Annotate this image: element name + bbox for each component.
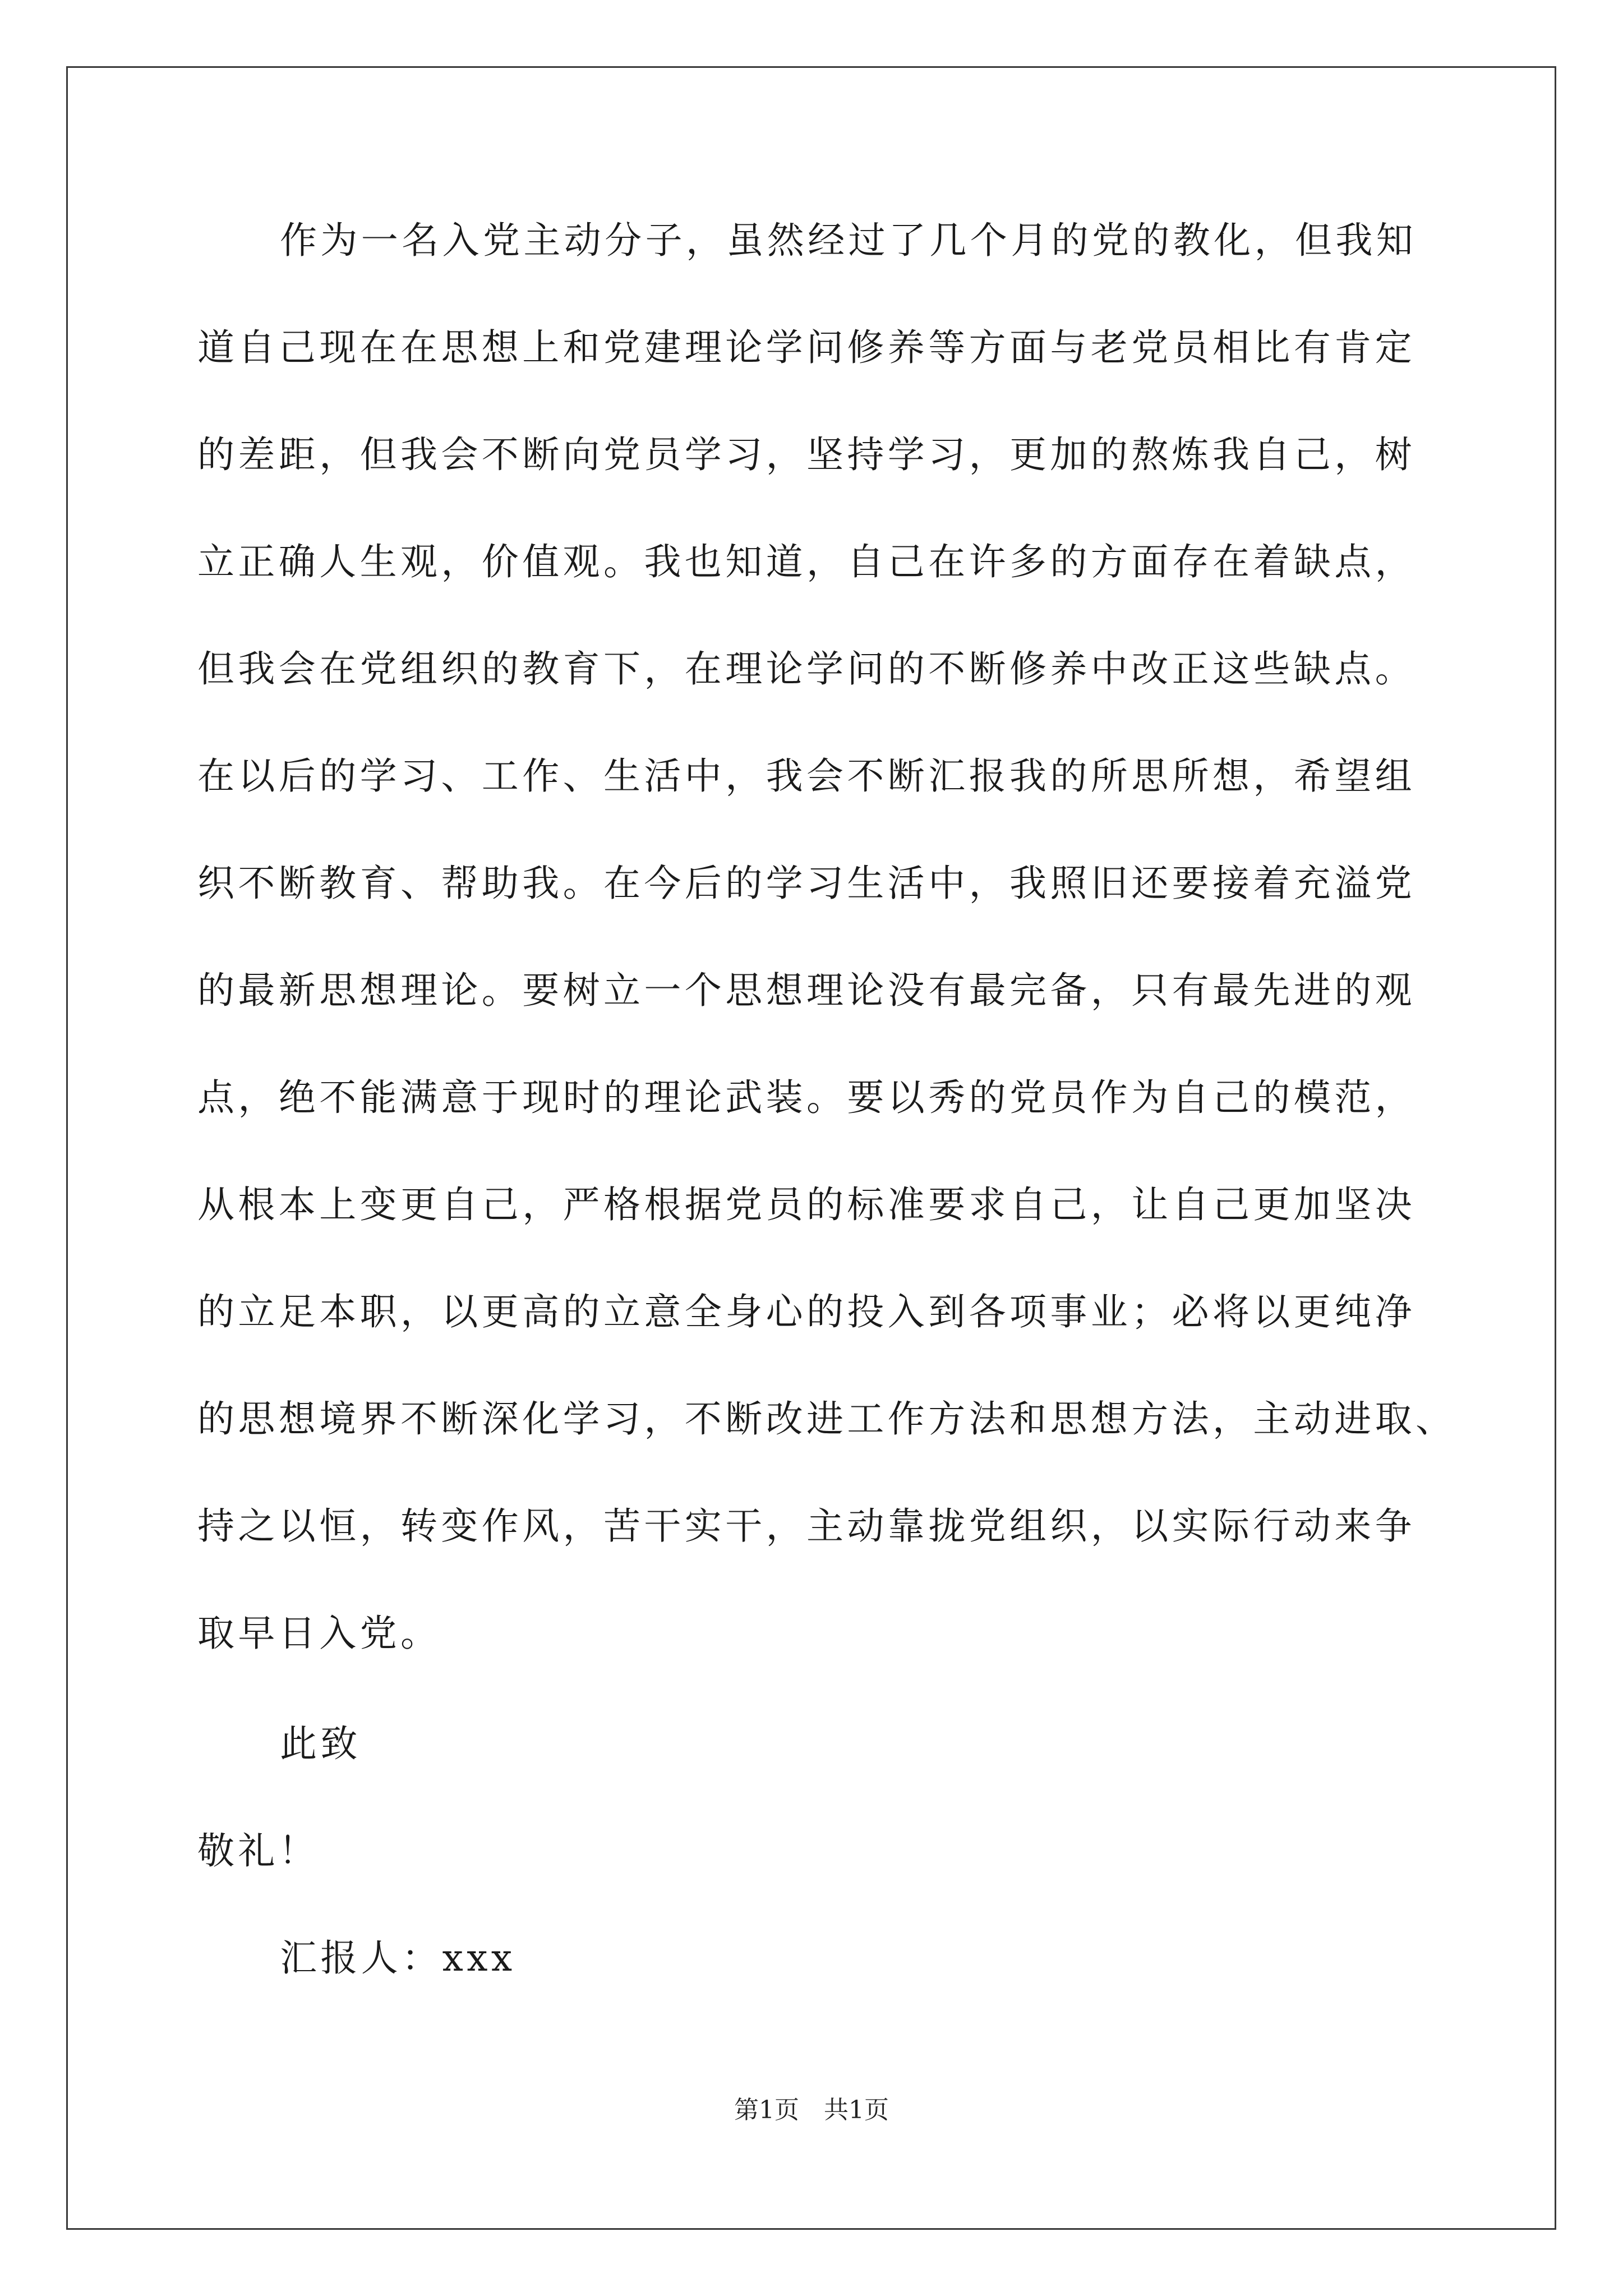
paragraph-line: 在以后的学习、工作、生活中，我会不断汇报我的所思所想，希望组 [197,754,1415,798]
paragraph-line: 作为一名入党主动分子，虽然经过了几个月的党的教化，但我知 [280,219,1417,262]
letter-body [197,219,1465,1722]
paragraph-line: 点，绝不能满意于现时的理论武装。要以秀的党员作为自己的模范， [197,1076,1415,1119]
paragraph-line: 但我会在党组织的教育下，在理论学问的不断修养中改正这些缺点。 [197,647,1415,691]
paragraph-line: 道自己现在在思想上和党建理论学问修养等方面与老党员相比有肯定 [197,326,1415,369]
closing-regards: 敬礼！ [197,1829,320,1872]
paragraph-line: 的最新思想理论。要树立一个思想理论没有最完备，只有最先进的观 [197,969,1415,1012]
reporter-signature: 汇报人：xxx [280,1936,516,1980]
page-footer: 第1页 共1页 [734,2096,889,2124]
paragraph-line: 的思想境界不断深化学习，不断改进工作方法和思想方法，主动进取、 [197,1397,1456,1441]
paragraph-line: 的差距，但我会不断向党员学习，坚持学习，更加的熬炼我自己，树 [197,433,1415,476]
paragraph-line: 立正确人生观，价值观。我也知道，自己在许多的方面存在着缺点， [197,540,1415,583]
paragraph-line: 从根本上变更自己，严格根据党员的标准要求自己，让自己更加坚决 [197,1183,1415,1226]
paragraph-line: 织不断教育、帮助我。在今后的学习生活中，我照旧还要接着充溢党 [197,862,1415,905]
closing-salute: 此致 [280,1722,361,1765]
paragraph-line: 取早日入党。 [197,1612,441,1655]
paragraph-line: 的立足本职，以更高的立意全身心的投入到各项事业；必将以更纯净 [197,1290,1415,1333]
paragraph-line: 持之以恒，转变作风，苦干实干，主动靠拢党组织，以实际行动来争 [197,1504,1415,1548]
